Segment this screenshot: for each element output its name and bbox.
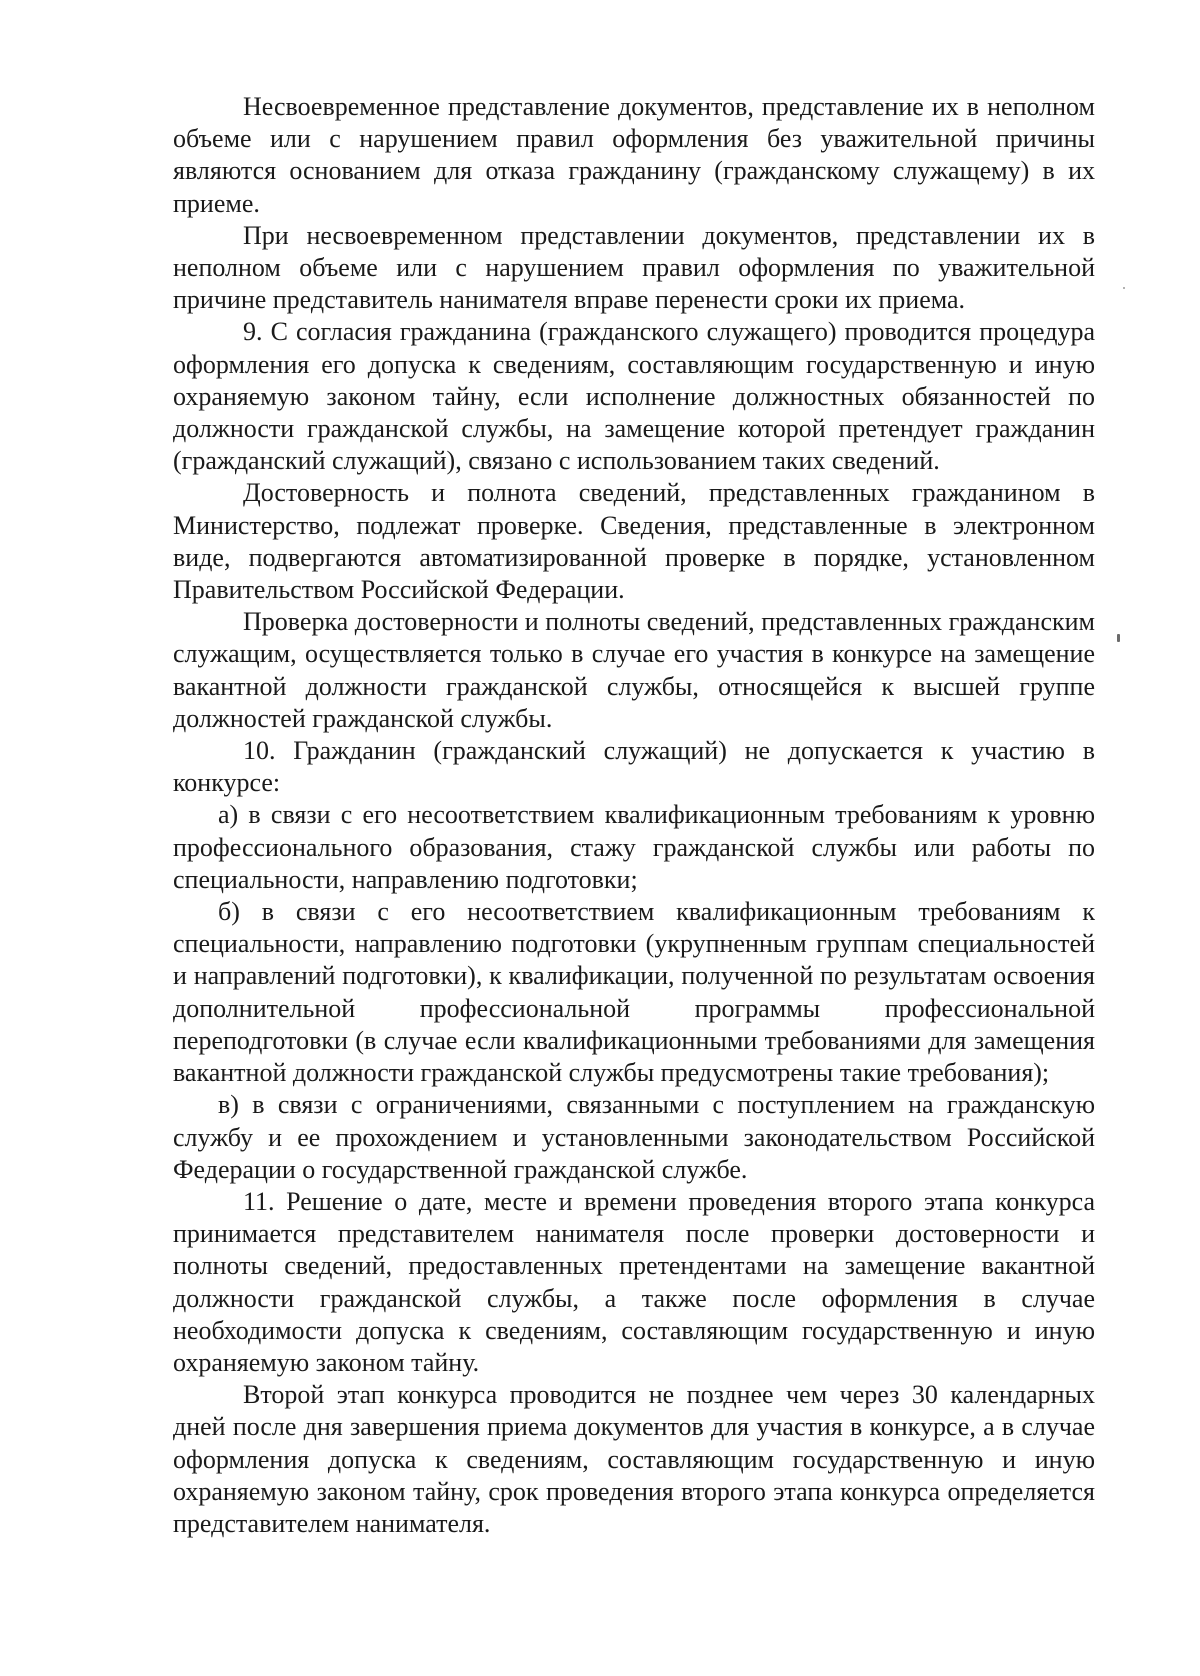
scan-speck-mark bbox=[1123, 287, 1125, 289]
paragraph-clause-11: 11. Решение о дате, месте и времени проведения второго этапа конкурса принимается представителем нанимателя после проверки достоверности и полноты сведений, предоставленных претендентами на замещение вакантной должности гражданской службы, а также после оформления в случае необходимости допуска к сведениям, составляющим государственную и иную охраняемую законом тайну. bbox=[173, 1186, 1095, 1377]
scan-speck-mark bbox=[1117, 634, 1120, 642]
paragraph-verification: Достоверность и полнота сведений, представленных гражданином в Министерство, подлежат проверке. Сведения, представленные в электронном виде, подвергаются автоматизированной проверке в порядке, установленном Правительством Российской Федерации. bbox=[173, 478, 1095, 605]
paragraph-clause-9: 9. С согласия гражданина (гражданского служащего) проводится процедура оформления его допуска к сведениям, составляющим государственную и иную охраняемую законом тайну, если исполнение должностных обязанностей по должности гражданской службы, на замещение которой претендует гражданин (гражданский служащий), связано с использованием таких сведений. bbox=[173, 317, 1095, 476]
paragraph-second-stage: Второй этап конкурса проводится не позднее чем через 30 календарных дней после дня завершения приема документов для участия в конкурсе, а в случае оформления допуска к сведениям, составляющим государственную и иную охраняемую законом тайну, срок проведения второго этапа конкурса определяется представителем нанимателя. bbox=[173, 1380, 1095, 1538]
paragraph-clause-10b: б) в связи с его несоответствием квалификационным требованиям к специальности, направлению подготовки (укрупненным группам специальностей и направлений подготовки), к квалификации, полученной по результатам освоения дополнительной профессиональной программы профессиональной переподготовки (в случае если квалификационными требованиями для замещения вакантной должности гражданской службы предусмотрены такие требования); bbox=[173, 897, 1095, 1088]
paragraph-late-submission: Несвоевременное представление документов, представление их в неполном объеме или с нарушением правил оформления без уважительной причины являются основанием для отказа гражданину (гражданскому служащему) в их приеме. bbox=[173, 92, 1095, 218]
paragraph-clause-10: 10. Гражданин (гражданский служащий) не допускается к участию в конкурсе: bbox=[173, 736, 1095, 798]
paragraph-civil-servant-check: Проверка достоверности и полноты сведений, представленных гражданским служащим, осуществляется только в случае его участия в конкурсе на замещение вакантной должности гражданской службы, относящейся к высшей группе должностей гражданской службы. bbox=[173, 607, 1095, 733]
paragraph-valid-reason: При несвоевременном представлении документов, представлении их в неполном объеме или с нарушением правил оформления по уважительной причине представитель нанимателя вправе перенести сроки их приема. bbox=[173, 220, 1095, 315]
paragraph-clause-10v: в) в связи с ограничениями, связанными с поступлением на гражданскую службу и ее прохождением и установленными законодательством Российской Федерации о государственной гражданской службе. bbox=[173, 1090, 1095, 1184]
document-body bbox=[173, 91, 1095, 1540]
paragraph-clause-10a: а) в связи с его несоответствием квалификационным требованиям к уровню профессионального образования, стажу гражданской службы или работы по специальности, направлению подготовки; bbox=[173, 800, 1095, 894]
